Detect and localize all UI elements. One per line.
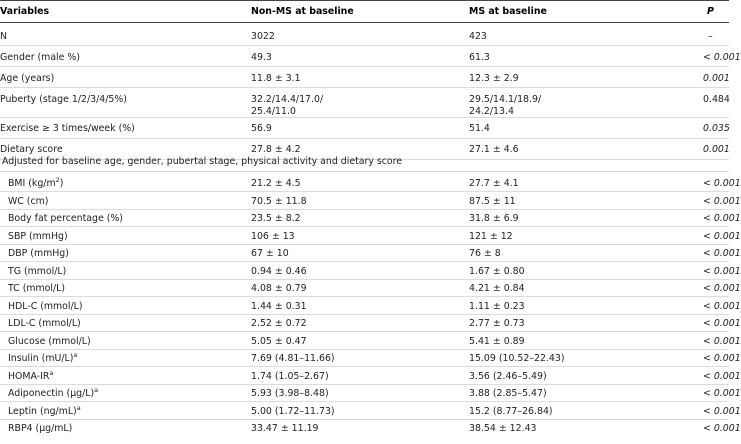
cell-p: < 0.001	[703, 265, 741, 277]
row-divider	[0, 191, 729, 192]
header-ms: MS at baseline	[469, 6, 547, 17]
cell-p: < 0.001	[703, 388, 741, 399]
cell-ms: 38.54 ± 12.43	[469, 423, 537, 434]
row-label-text: HDL-C (mmol/L)	[8, 300, 83, 312]
cell-non-ms: 5.93 (3.98–8.48)	[251, 388, 329, 399]
row-divider	[0, 138, 729, 139]
cell-ms: 2.77 ± 0.73	[469, 318, 525, 329]
cell-p: < 0.001	[703, 283, 741, 294]
cell-non-ms-line: 27.8 ± 4.2	[251, 144, 301, 155]
cell-p: 0.484	[703, 94, 730, 105]
row-label-superscript: a	[49, 368, 54, 377]
row-divider	[0, 226, 729, 227]
row-label	[8, 318, 81, 329]
row-divider	[0, 384, 729, 385]
row-label: Gender (male %)	[0, 52, 80, 63]
cell-ms: 15.09 (10.52–22.43)	[469, 353, 565, 364]
row-divider	[0, 401, 729, 402]
table-row	[0, 31, 729, 51]
table-row	[0, 94, 730, 117]
cell-non-ms	[251, 123, 272, 134]
table-row	[0, 423, 741, 439]
row-label: Dietary score	[0, 144, 63, 155]
cell-non-ms: 33.47 ± 11.19	[251, 423, 319, 434]
cell-ms: 3.88 (2.85–5.47)	[469, 388, 547, 399]
row-divider	[0, 244, 729, 245]
row-divider	[0, 314, 729, 315]
header-p: P	[707, 6, 714, 17]
table-row	[0, 248, 741, 264]
row-divider	[0, 419, 729, 420]
cell-ms-line: 51.4	[469, 123, 490, 134]
cell-non-ms-line: 56.9	[251, 123, 272, 134]
cell-non-ms: 7.69 (4.81–11.66)	[251, 353, 335, 364]
row-label	[8, 196, 48, 207]
cell-non-ms: 23.5 ± 8.2	[251, 213, 301, 224]
cell-p: < 0.001	[703, 353, 741, 364]
row-label-text: LDL-C (mmol/L)	[8, 318, 81, 329]
row-label: Puberty (stage 1/2/3/4/5%)	[0, 94, 127, 105]
row-divider	[0, 171, 729, 172]
cell-ms	[469, 73, 519, 84]
cell-non-ms: 5.05 ± 0.47	[251, 335, 307, 347]
cell-ms-line: 27.1 ± 4.6	[469, 144, 519, 155]
row-label	[8, 336, 91, 347]
row-label-text: HOMA-IR	[8, 370, 50, 382]
row-label	[8, 213, 123, 224]
cell-non-ms: 1.44 ± 0.31	[251, 300, 307, 312]
row-label-superscript: a	[73, 350, 78, 359]
cell-non-ms-line: 3022	[251, 31, 275, 42]
cell-ms: 87.5 ± 11	[469, 195, 516, 207]
table-row	[0, 300, 741, 317]
row-label-superscript: 2	[55, 175, 60, 184]
cell-ms: 4.21 ± 0.84	[469, 283, 525, 294]
cell-p: < 0.001	[703, 213, 741, 224]
row-label-text: TG (mmol/L)	[8, 265, 67, 277]
cell-ms-line: 61.3	[469, 52, 490, 63]
row-divider	[0, 366, 729, 367]
row-label	[8, 231, 68, 242]
cell-ms	[469, 123, 490, 134]
row-label	[8, 283, 65, 294]
row-label	[8, 350, 78, 364]
row-divider	[0, 45, 729, 46]
cell-p: < 0.001	[703, 335, 741, 347]
cell-ms: 5.41 ± 0.89	[469, 335, 525, 347]
row-label	[8, 248, 69, 259]
header-rule	[0, 22, 729, 23]
table-row	[0, 335, 741, 352]
cell-ms-line: 423	[469, 31, 487, 42]
cell-p: < 0.001	[703, 230, 741, 242]
cell-ms	[469, 52, 490, 63]
cell-non-ms-line: 11.8 ± 3.1	[251, 73, 301, 84]
row-label	[8, 368, 54, 382]
row-divider	[0, 117, 729, 118]
header-variables: Variables	[0, 6, 50, 17]
header-non-ms: Non-MS at baseline	[251, 6, 354, 17]
cell-p: < 0.001	[703, 178, 741, 189]
row-label	[8, 403, 81, 417]
cell-non-ms-line: 32.2/14.4/17.0/	[251, 94, 324, 105]
cell-non-ms: 5.00 (1.72–11.73)	[251, 405, 335, 417]
cell-ms: 121 ± 12	[469, 230, 513, 242]
cell-p: 0.035	[703, 123, 730, 134]
cell-p: 0.001	[703, 73, 730, 84]
row-label-text: RBP4 (μg/mL)	[8, 423, 73, 434]
cell-ms: 27.7 ± 4.1	[469, 178, 519, 189]
cell-non-ms	[251, 94, 323, 118]
adjusted-note: Adjusted for baseline age, gender, pubertal stage, physical activity and dietary score	[2, 156, 403, 167]
cell-non-ms: 4.08 ± 0.79	[251, 283, 307, 294]
row-divider	[0, 87, 729, 88]
cell-p: < 0.001	[703, 423, 741, 434]
table-row	[0, 195, 741, 212]
row-label-text: Insulin (mU/L)	[8, 353, 74, 364]
cell-ms: 76 ± 8	[469, 248, 501, 259]
table-row	[0, 175, 741, 194]
row-label	[8, 423, 72, 434]
cell-ms-line-2: 24.2/13.4	[469, 106, 514, 117]
row-label-text: SBP (mmHg)	[8, 230, 68, 242]
cell-p: < 0.001	[703, 195, 741, 207]
cell-ms: 3.56 (2.46–5.49)	[469, 370, 547, 382]
row-divider	[0, 209, 729, 210]
cell-ms	[469, 94, 541, 118]
cell-ms: 1.11 ± 0.23	[469, 300, 525, 312]
table-row	[0, 283, 741, 299]
table-row	[0, 385, 741, 404]
cell-non-ms	[251, 144, 301, 155]
table-row	[0, 230, 741, 247]
cell-p: < 0.001	[703, 370, 741, 382]
row-divider	[0, 296, 729, 297]
cell-p: < 0.001	[703, 405, 741, 417]
table-row	[0, 350, 741, 369]
row-divider	[0, 331, 729, 332]
cell-p: < 0.001	[703, 300, 741, 312]
table-row	[0, 213, 741, 229]
row-divider	[0, 261, 729, 262]
cell-non-ms: 2.52 ± 0.72	[251, 318, 307, 329]
cell-p: 0.001	[703, 144, 730, 155]
row-label-text: Leptin (ng/mL)	[8, 405, 77, 417]
table-row	[0, 52, 741, 72]
row-divider	[0, 279, 729, 280]
cell-non-ms-line: 49.3	[251, 52, 272, 63]
cell-non-ms: 21.2 ± 4.5	[251, 178, 301, 189]
table-row	[0, 73, 729, 93]
cell-p: < 0.001	[703, 248, 741, 259]
cell-non-ms: 67 ± 10	[251, 248, 289, 259]
cell-non-ms	[251, 52, 272, 63]
row-divider	[0, 349, 729, 350]
cell-ms-line: 12.3 ± 2.9	[469, 73, 519, 84]
row-label	[8, 385, 99, 399]
table-row	[0, 265, 741, 282]
cell-ms	[469, 144, 519, 155]
cell-p: < 0.001	[703, 318, 741, 329]
row-label: Age (years)	[0, 73, 55, 84]
table-row	[0, 403, 741, 422]
table-row	[0, 318, 741, 334]
cell-non-ms: 0.94 ± 0.46	[251, 265, 307, 277]
row-label-text: Glucose (mmol/L)	[8, 335, 91, 347]
row-label-superscript: a	[76, 403, 81, 412]
row-label-text: TC (mmol/L)	[8, 283, 66, 294]
row-label-text: Adiponectin (μg/L)	[8, 388, 95, 399]
row-label	[8, 301, 83, 312]
row-label-text: BMI (kg/m	[8, 178, 56, 189]
table-row	[0, 368, 741, 387]
cell-ms: 31.8 ± 6.9	[469, 213, 519, 224]
row-label-text: Body fat percentage (%)	[8, 213, 123, 224]
row-label-suffix: )	[59, 178, 64, 189]
row-divider	[0, 66, 729, 67]
cell-non-ms: 70.5 ± 11.8	[251, 195, 307, 207]
cell-ms-line: 29.5/14.1/18.9/	[469, 94, 542, 105]
cell-non-ms	[251, 73, 301, 84]
table-row	[0, 123, 729, 143]
row-label-text: DBP (mmHg)	[8, 248, 69, 259]
cell-non-ms: 106 ± 13	[251, 230, 295, 242]
cell-ms: 15.2 (8.77–26.84)	[469, 405, 553, 417]
cell-non-ms: 1.74 (1.05–2.67)	[251, 370, 329, 382]
cell-ms: 1.67 ± 0.80	[469, 265, 525, 277]
cell-p: –	[708, 31, 713, 42]
row-label-text: WC (cm)	[8, 195, 49, 207]
row-label	[8, 175, 64, 189]
cell-non-ms	[251, 31, 275, 42]
cell-p: < 0.001	[703, 52, 741, 63]
row-label	[8, 266, 66, 277]
table-top-rule	[0, 0, 729, 1]
row-label-superscript: a	[94, 385, 99, 394]
cell-ms	[469, 31, 487, 42]
row-label: N	[0, 31, 8, 42]
cell-non-ms-line-2: 25.4/11.0	[251, 106, 296, 117]
row-label: Exercise ≥ 3 times/week (%)	[0, 123, 135, 134]
